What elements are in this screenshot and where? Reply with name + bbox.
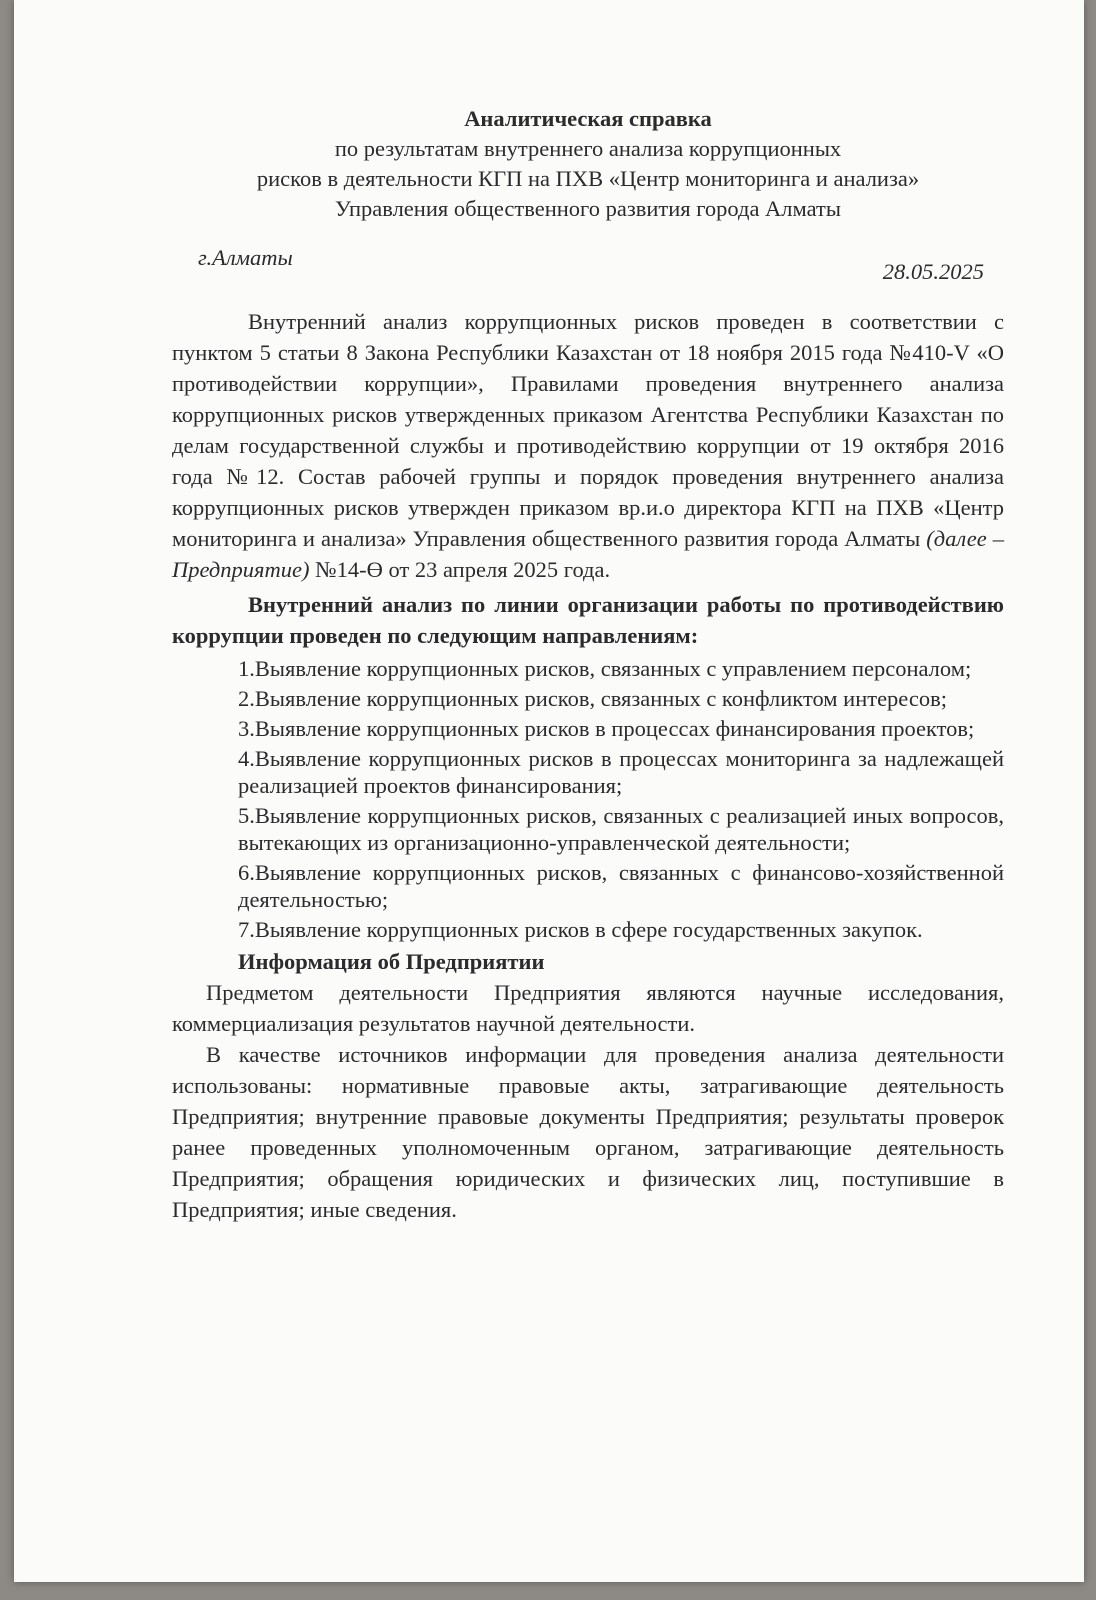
document-city: г.Алматы bbox=[198, 245, 293, 270]
list-item: 7.Выявление коррупционных рисков в сфере государственных закупок. bbox=[238, 917, 923, 942]
document-meta bbox=[172, 232, 1004, 294]
list-item: 3.Выявление коррупционных рисков в процессах финансирования проектов; bbox=[238, 716, 975, 741]
list-item: 4.Выявление коррупционных рисков в процессах мониторинга за надлежащей реализацией проектов финансирования; bbox=[238, 746, 1004, 798]
document-title: Аналитическая справка bbox=[464, 106, 712, 131]
intro-italic-note: (далее – Предприятие) bbox=[172, 526, 1004, 582]
document-subtitle-line-3: Управления общественного развития города Алматы bbox=[335, 196, 841, 221]
sources-paragraph: В качестве источников информации для проведения анализа деятельности использованы: нормативные правовые акты, затрагивающие деятельность Предприятия; внутренние правовые документы Предприятия; результаты проверок ранее проведенных уполномоченным органом, затрагивающие деятельность Предприятия; обращения юридических и физических лиц, поступившие в Предприятия; иные сведения. bbox=[172, 1042, 1004, 1222]
intro-paragraph bbox=[172, 306, 1004, 585]
enterprise-paragraph: Предметом деятельности Предприятия являются научные исследования, коммерциализация результатов научной деятельности. bbox=[172, 980, 1004, 1036]
list-item: 2.Выявление коррупционных рисков, связанных с конфликтом интересов; bbox=[238, 686, 947, 711]
directions-list bbox=[172, 655, 1004, 943]
list-item: 5.Выявление коррупционных рисков, связанных с реализацией иных вопросов, вытекающих из организационно-управленческой деятельности; bbox=[238, 803, 1004, 855]
directions-heading: Внутренний анализ по линии организации работы по противодействию коррупции проведен по следующим направлениям: bbox=[172, 592, 1004, 648]
intro-text-end: №14-Ө от 23 апреля 2025 года. bbox=[309, 557, 611, 582]
document-subtitle-line-1: по результатам внутреннего анализа коррупционных bbox=[334, 136, 842, 161]
document-page bbox=[14, 0, 1084, 1582]
document-date: 28.05.2025 bbox=[882, 259, 984, 284]
list-item: 6.Выявление коррупционных рисков, связанных с финансово-хозяйственной деятельностью; bbox=[238, 860, 1004, 912]
intro-text: Внутренний анализ коррупционных рисков проведен в соответствии с пунктом 5 статьи 8 Закона Республики Казахстан от 18 ноября 2015 года №410-V «О противодействии коррупции», Правилами проведения внутреннего анализа коррупционных рисков утвержденных приказом Агентства Республики Казахстан по делам государственной службы и противодействию коррупции от 19 октября 2016 года №12. Состав рабочей группы и порядок проведения внутреннего анализа коррупционных рисков утвержден приказом вр.и.о директора КГП на ПХВ «Центр мониторинга и анализа» Управления общественного развития города Алматы bbox=[172, 309, 1004, 551]
document-subtitle-line-2: рисков в деятельности КГП на ПХВ «Центр мониторинга и анализа» bbox=[256, 166, 920, 191]
list-item: 1.Выявление коррупционных рисков, связанных с управлением персоналом; bbox=[238, 656, 972, 681]
document-body bbox=[172, 104, 1004, 1225]
enterprise-heading: Информация об Предприятии bbox=[238, 949, 545, 974]
